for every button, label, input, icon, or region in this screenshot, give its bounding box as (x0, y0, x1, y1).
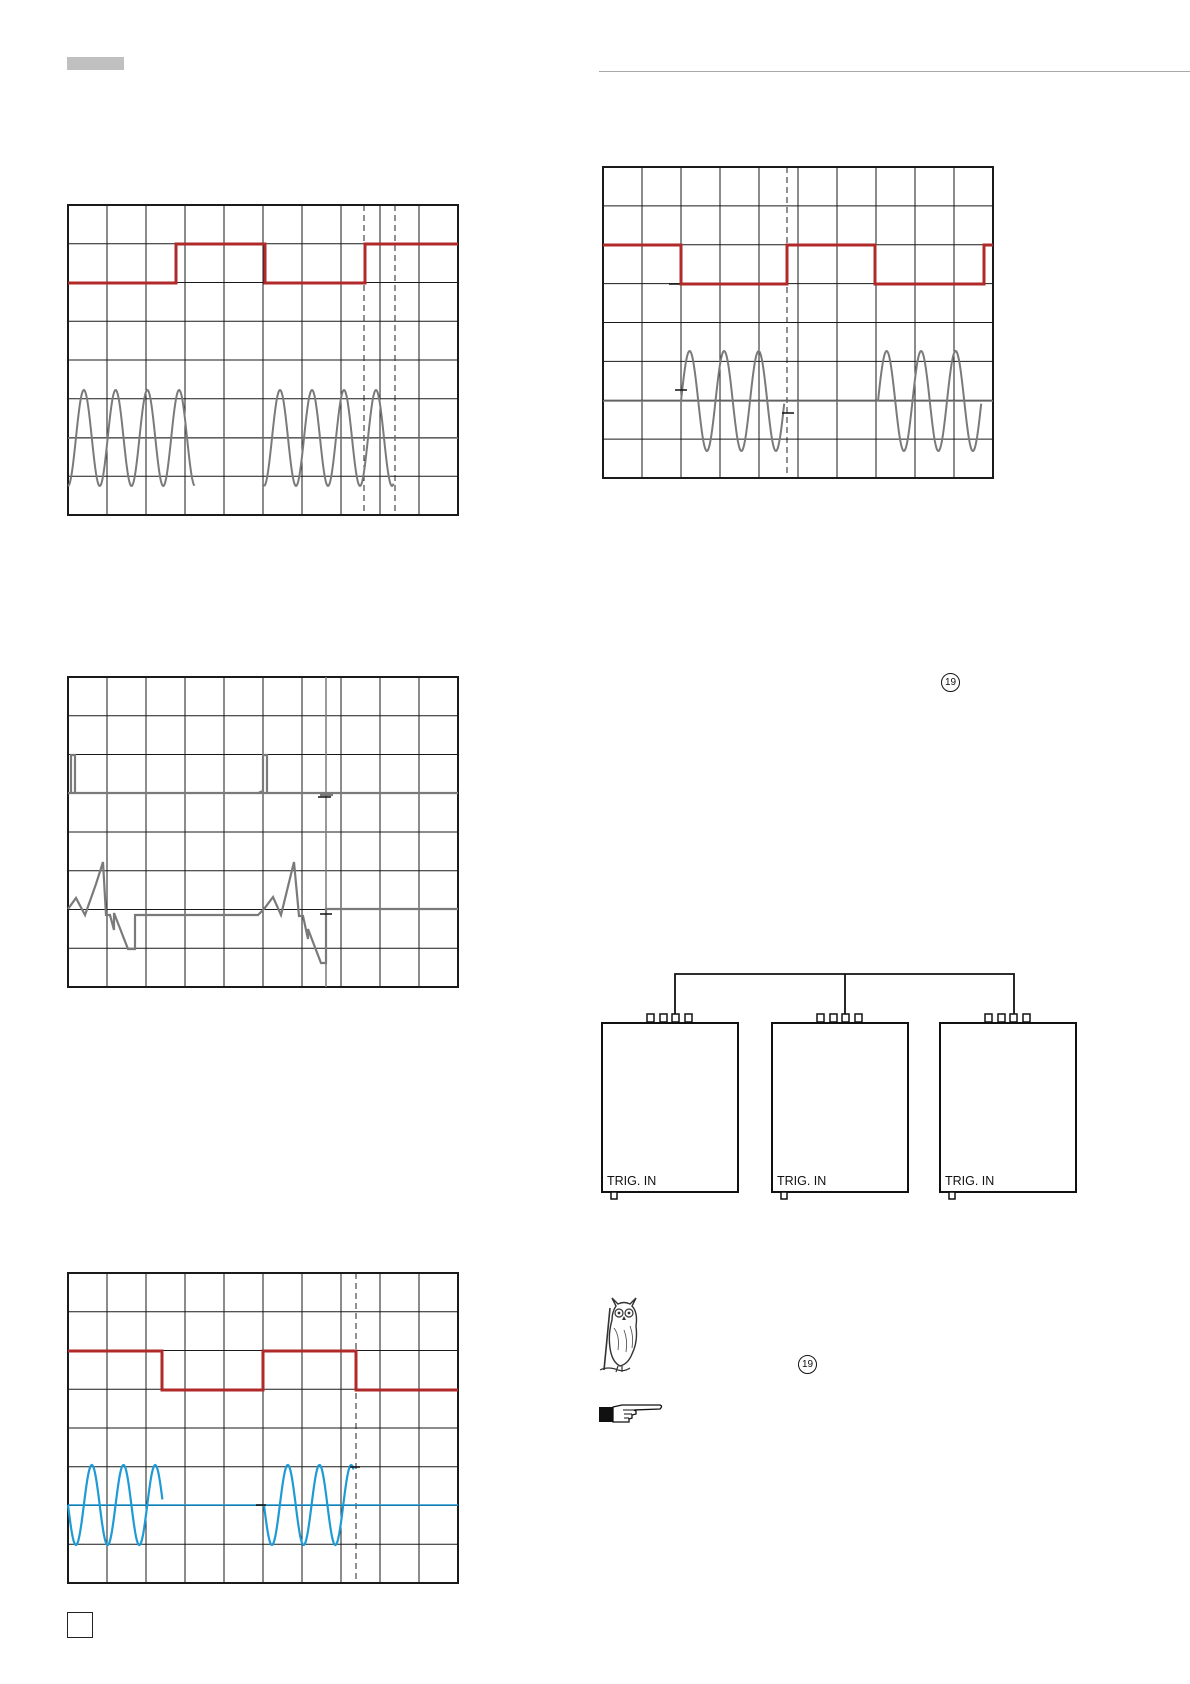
scope-bottom-left (67, 1272, 459, 1584)
scope-top-left (67, 204, 459, 516)
trig-device (940, 1014, 1076, 1199)
scope-grid (68, 677, 458, 987)
scope-grid (68, 1273, 458, 1583)
header-rule (599, 71, 1190, 72)
owl-icon (598, 1296, 646, 1374)
scope-grid (603, 167, 993, 478)
trig-in-label: TRIG. IN (607, 1174, 657, 1188)
trig-connection-diagram (600, 970, 1080, 1205)
pointing-hand-icon (598, 1402, 664, 1424)
scope-mid-left (67, 676, 459, 988)
square-wave (68, 1351, 458, 1390)
header-tab (67, 57, 124, 70)
trig-device (772, 1014, 908, 1199)
trig-bus (675, 974, 1014, 1015)
pulse-trace (68, 755, 458, 795)
circled-number-19: 19 (798, 1355, 817, 1374)
scope-top-right (602, 166, 994, 479)
trig-in-label: TRIG. IN (777, 1174, 827, 1188)
circled-number-19: 19 (941, 673, 960, 692)
page-number-box (67, 1612, 93, 1638)
trig-in-label: TRIG. IN (945, 1174, 995, 1188)
trig-device (602, 1014, 738, 1199)
